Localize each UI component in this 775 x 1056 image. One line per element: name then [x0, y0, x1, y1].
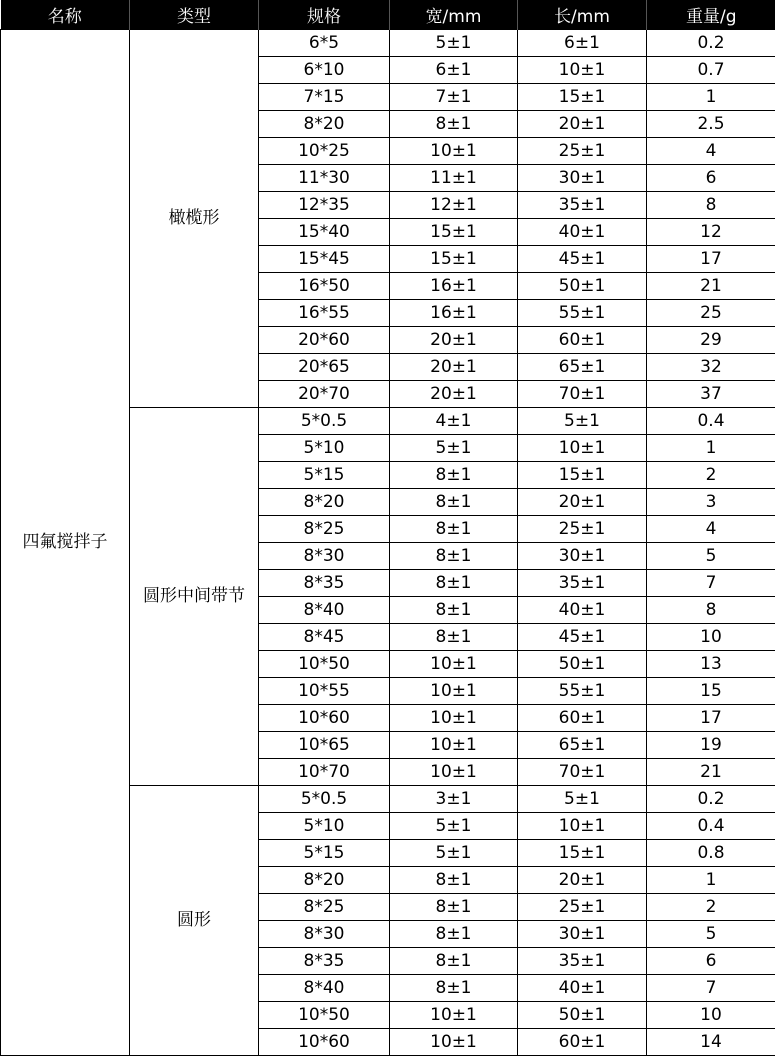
length-cell: 15±1: [518, 84, 647, 111]
header-row: [1, 0, 775, 30]
width-cell: 8±1: [390, 516, 518, 543]
spec-cell: 10*60: [259, 1029, 390, 1056]
width-cell: 10±1: [390, 705, 518, 732]
weight-cell: 4: [647, 516, 775, 543]
width-cell: 5±1: [390, 30, 518, 57]
spec-cell: 15*45: [259, 246, 390, 273]
width-cell: 10±1: [390, 759, 518, 786]
width-cell: 5±1: [390, 813, 518, 840]
width-cell: 5±1: [390, 840, 518, 867]
width-cell: 7±1: [390, 84, 518, 111]
weight-cell: 5: [647, 543, 775, 570]
length-cell: 50±1: [518, 651, 647, 678]
length-cell: 30±1: [518, 543, 647, 570]
weight-cell: 2: [647, 462, 775, 489]
spec-cell: 10*25: [259, 138, 390, 165]
length-cell: 10±1: [518, 813, 647, 840]
width-cell: 11±1: [390, 165, 518, 192]
spec-cell: 8*25: [259, 516, 390, 543]
spec-cell: 5*0.5: [259, 408, 390, 435]
spec-cell: 12*35: [259, 192, 390, 219]
table-body: [1, 30, 775, 1056]
weight-cell: 2.5: [647, 111, 775, 138]
spec-cell: 8*20: [259, 489, 390, 516]
length-cell: 5±1: [518, 786, 647, 813]
length-cell: 60±1: [518, 705, 647, 732]
weight-cell: 29: [647, 327, 775, 354]
length-cell: 60±1: [518, 327, 647, 354]
spec-cell: 5*10: [259, 435, 390, 462]
width-cell: 8±1: [390, 570, 518, 597]
spec-cell: 8*20: [259, 867, 390, 894]
weight-cell: 17: [647, 705, 775, 732]
header-weight: 重量/g: [647, 0, 775, 30]
length-cell: 70±1: [518, 759, 647, 786]
spec-cell: 16*55: [259, 300, 390, 327]
weight-cell: 12: [647, 219, 775, 246]
width-cell: 10±1: [390, 678, 518, 705]
header-name: 名称: [1, 0, 130, 30]
spec-cell: 6*5: [259, 30, 390, 57]
length-cell: 35±1: [518, 192, 647, 219]
weight-cell: 0.4: [647, 813, 775, 840]
spec-cell: 5*15: [259, 840, 390, 867]
weight-cell: 6: [647, 948, 775, 975]
width-cell: 3±1: [390, 786, 518, 813]
weight-cell: 5: [647, 921, 775, 948]
header-length: 长/mm: [518, 0, 647, 30]
weight-cell: 37: [647, 381, 775, 408]
weight-cell: 14: [647, 1029, 775, 1056]
weight-cell: 0.2: [647, 786, 775, 813]
width-cell: 8±1: [390, 462, 518, 489]
weight-cell: 0.8: [647, 840, 775, 867]
length-cell: 70±1: [518, 381, 647, 408]
length-cell: 25±1: [518, 894, 647, 921]
width-cell: 10±1: [390, 1002, 518, 1029]
spec-cell: 7*15: [259, 84, 390, 111]
spec-cell: 20*60: [259, 327, 390, 354]
spec-cell: 20*65: [259, 354, 390, 381]
weight-cell: 7: [647, 975, 775, 1002]
length-cell: 20±1: [518, 867, 647, 894]
weight-cell: 8: [647, 192, 775, 219]
spec-cell: 8*25: [259, 894, 390, 921]
spec-cell: 5*10: [259, 813, 390, 840]
spec-cell: 8*30: [259, 921, 390, 948]
length-cell: 40±1: [518, 597, 647, 624]
length-cell: 55±1: [518, 678, 647, 705]
width-cell: 4±1: [390, 408, 518, 435]
product-name-cell: 四氟搅拌子: [1, 30, 130, 1056]
width-cell: 20±1: [390, 327, 518, 354]
width-cell: 20±1: [390, 381, 518, 408]
length-cell: 25±1: [518, 138, 647, 165]
width-cell: 8±1: [390, 543, 518, 570]
length-cell: 50±1: [518, 273, 647, 300]
width-cell: 6±1: [390, 57, 518, 84]
weight-cell: 25: [647, 300, 775, 327]
weight-cell: 13: [647, 651, 775, 678]
weight-cell: 10: [647, 624, 775, 651]
width-cell: 10±1: [390, 1029, 518, 1056]
length-cell: 40±1: [518, 219, 647, 246]
weight-cell: 19: [647, 732, 775, 759]
spec-cell: 10*55: [259, 678, 390, 705]
weight-cell: 0.2: [647, 30, 775, 57]
header-type: 类型: [130, 0, 259, 30]
length-cell: 25±1: [518, 516, 647, 543]
width-cell: 8±1: [390, 948, 518, 975]
width-cell: 12±1: [390, 192, 518, 219]
table-row: [1, 30, 775, 57]
length-cell: 15±1: [518, 462, 647, 489]
width-cell: 15±1: [390, 246, 518, 273]
spec-cell: 8*40: [259, 597, 390, 624]
weight-cell: 1: [647, 435, 775, 462]
width-cell: 8±1: [390, 597, 518, 624]
spec-cell: 8*35: [259, 948, 390, 975]
type-cell: 橄榄形: [130, 30, 259, 408]
weight-cell: 15: [647, 678, 775, 705]
width-cell: 16±1: [390, 300, 518, 327]
weight-cell: 6: [647, 165, 775, 192]
spec-cell: 8*20: [259, 111, 390, 138]
width-cell: 8±1: [390, 894, 518, 921]
weight-cell: 0.4: [647, 408, 775, 435]
width-cell: 8±1: [390, 921, 518, 948]
weight-cell: 3: [647, 489, 775, 516]
weight-cell: 17: [647, 246, 775, 273]
type-cell: 圆形: [130, 786, 259, 1056]
weight-cell: 4: [647, 138, 775, 165]
length-cell: 10±1: [518, 435, 647, 462]
weight-cell: 2: [647, 894, 775, 921]
length-cell: 35±1: [518, 948, 647, 975]
spec-cell: 10*50: [259, 651, 390, 678]
width-cell: 20±1: [390, 354, 518, 381]
spec-cell: 5*15: [259, 462, 390, 489]
width-cell: 10±1: [390, 732, 518, 759]
width-cell: 5±1: [390, 435, 518, 462]
length-cell: 65±1: [518, 732, 647, 759]
weight-cell: 10: [647, 1002, 775, 1029]
weight-cell: 8: [647, 597, 775, 624]
spec-cell: 6*10: [259, 57, 390, 84]
type-cell: 圆形中间带节: [130, 408, 259, 786]
length-cell: 45±1: [518, 246, 647, 273]
weight-cell: 0.7: [647, 57, 775, 84]
length-cell: 55±1: [518, 300, 647, 327]
weight-cell: 21: [647, 759, 775, 786]
spec-cell: 11*30: [259, 165, 390, 192]
weight-cell: 1: [647, 84, 775, 111]
header-spec: 规格: [259, 0, 390, 30]
spec-cell: 10*70: [259, 759, 390, 786]
weight-cell: 32: [647, 354, 775, 381]
length-cell: 15±1: [518, 840, 647, 867]
length-cell: 40±1: [518, 975, 647, 1002]
width-cell: 16±1: [390, 273, 518, 300]
length-cell: 5±1: [518, 408, 647, 435]
spec-cell: 5*0.5: [259, 786, 390, 813]
width-cell: 8±1: [390, 111, 518, 138]
spec-cell: 10*60: [259, 705, 390, 732]
spec-cell: 10*65: [259, 732, 390, 759]
width-cell: 10±1: [390, 138, 518, 165]
weight-cell: 7: [647, 570, 775, 597]
width-cell: 15±1: [390, 219, 518, 246]
weight-cell: 1: [647, 867, 775, 894]
width-cell: 10±1: [390, 651, 518, 678]
length-cell: 50±1: [518, 1002, 647, 1029]
length-cell: 65±1: [518, 354, 647, 381]
spec-cell: 20*70: [259, 381, 390, 408]
length-cell: 20±1: [518, 489, 647, 516]
length-cell: 60±1: [518, 1029, 647, 1056]
spec-cell: 8*40: [259, 975, 390, 1002]
length-cell: 20±1: [518, 111, 647, 138]
spec-cell: 8*45: [259, 624, 390, 651]
length-cell: 30±1: [518, 165, 647, 192]
length-cell: 45±1: [518, 624, 647, 651]
width-cell: 8±1: [390, 624, 518, 651]
length-cell: 6±1: [518, 30, 647, 57]
table-header: [1, 0, 775, 30]
width-cell: 8±1: [390, 975, 518, 1002]
spec-cell: 10*50: [259, 1002, 390, 1029]
spec-cell: 8*30: [259, 543, 390, 570]
length-cell: 35±1: [518, 570, 647, 597]
header-width: 宽/mm: [390, 0, 518, 30]
length-cell: 10±1: [518, 57, 647, 84]
length-cell: 30±1: [518, 921, 647, 948]
spec-cell: 15*40: [259, 219, 390, 246]
width-cell: 8±1: [390, 867, 518, 894]
spec-cell: 16*50: [259, 273, 390, 300]
weight-cell: 21: [647, 273, 775, 300]
spec-cell: 8*35: [259, 570, 390, 597]
width-cell: 8±1: [390, 489, 518, 516]
